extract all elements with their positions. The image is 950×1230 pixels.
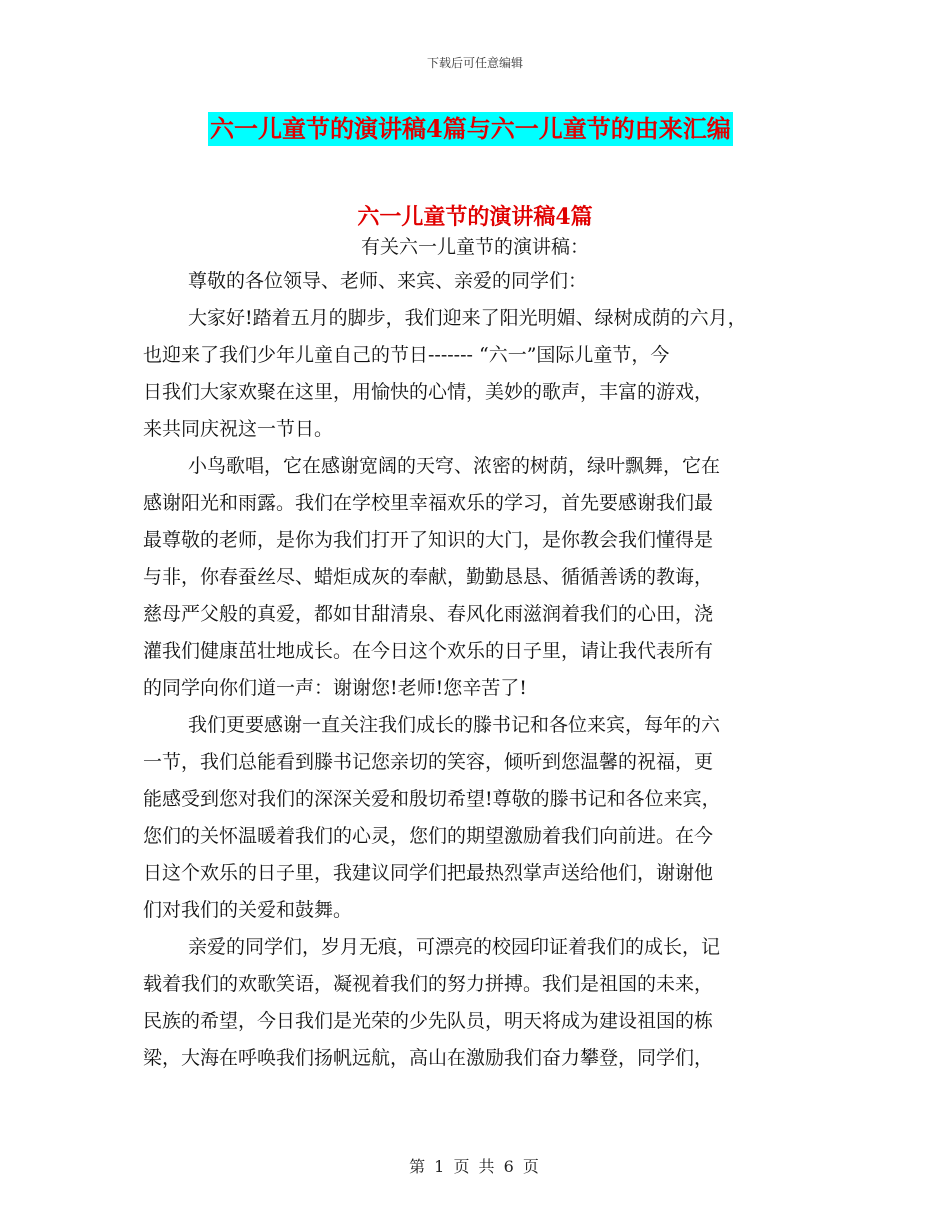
- body-line: 与非，你春蚕丝尽、蜡炬成灰的奉献，勤勤恳恳、循循善诱的教诲，: [143, 566, 714, 588]
- section-title: 六一儿童节的演讲稿4篇: [357, 204, 593, 230]
- body-line: 来共同庆祝这一节日。: [143, 418, 334, 440]
- body-line: 民族的希望，今日我们是光荣的少先队员，明天将成为建设祖国的栋: [143, 1010, 714, 1032]
- body-line: 一节，我们总能看到滕书记您亲切的笑容，倾听到您温馨的祝福，更: [143, 751, 714, 773]
- body-line: 感谢阳光和雨露。我们在学校里幸福欢乐的学习，首先要感谢我们最: [143, 492, 714, 514]
- body-line: 灌我们健康茁壮地成长。在今日这个欢乐的日子里，请让我代表所有: [143, 640, 714, 662]
- body-line: 们对我们的关爱和鼓舞。: [143, 899, 353, 921]
- body-line: 能感受到您对我们的深深关爱和殷切希望!尊敬的滕书记和各位来宾，: [143, 788, 721, 810]
- body-line: 日这个欢乐的日子里，我建议同学们把最热烈掌声送给他们，谢谢他: [143, 862, 714, 884]
- body-line: 慈母严父般的真爱，都如甘甜清泉、春风化雨滋润着我们的心田，浇: [143, 603, 714, 625]
- body-line: 我们更要感谢一直关注我们成长的滕书记和各位来宾，每年的六: [188, 714, 721, 736]
- body-line: 您们的关怀温暖着我们的心灵，您们的期望激励着我们向前进。在今: [143, 825, 714, 847]
- document-title-highlight: [208, 112, 733, 146]
- page-header-note: 下载后可任意编辑: [426, 56, 523, 70]
- body-line: 载着我们的欢歌笑语，凝视着我们的努力拼搏。我们是祖国的未来，: [143, 973, 714, 995]
- body-line: 最尊敬的老师，是你为我们打开了知识的大门，是你教会我们懂得是: [143, 529, 714, 551]
- body-line: 大家好!踏着五月的脚步，我们迎来了阳光明媚、绿树成荫的六月，: [188, 307, 747, 329]
- body-line: 梁，大海在呼唤我们扬帆远航，高山在激励我们奋力攀登，同学们，: [143, 1047, 714, 1069]
- body-line: 的同学向你们道一声：谢谢您!老师!您辛苦了!: [143, 677, 527, 699]
- body-line: 尊敬的各位领导、老师、来宾、亲爱的同学们：: [188, 270, 588, 292]
- body-line: 小鸟歌唱，它在感谢宽阔的天穹、浓密的树荫，绿叶飘舞，它在: [188, 455, 721, 477]
- page-footer: 第 1 页 共 6 页: [409, 1157, 541, 1176]
- document-title: 六一儿童节的演讲稿4篇与六一儿童节的由来汇编: [210, 114, 731, 143]
- body-line: 亲爱的同学们，岁月无痕，可漂亮的校园印证着我们的成长，记: [188, 936, 721, 958]
- body-line: 日我们大家欢聚在这里，用愉快的心情，美妙的歌声，丰富的游戏，: [143, 381, 714, 403]
- section-subtitle: 有关六一儿童节的演讲稿：: [360, 236, 589, 258]
- body-line: 也迎来了我们少年儿童自己的节日------- “六一”国际儿童节，今: [143, 344, 670, 366]
